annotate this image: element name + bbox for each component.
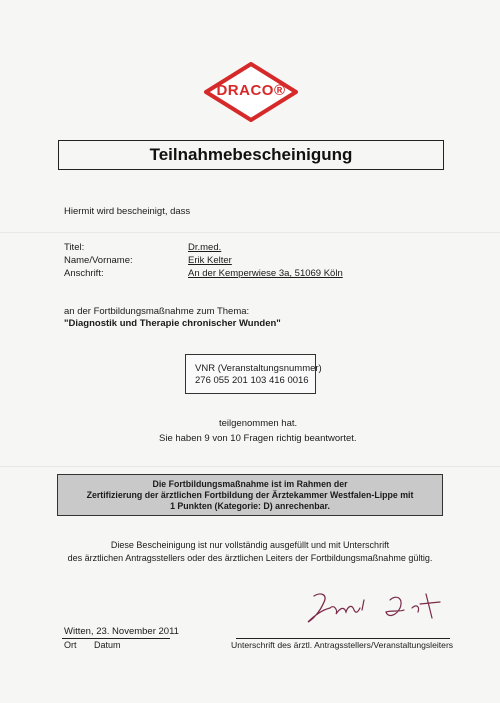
vnr-number: 276 055 201 103 416 0016 bbox=[195, 375, 309, 386]
titel-label: Titel: bbox=[64, 242, 85, 253]
title-text: Teilnahmebescheinigung bbox=[149, 145, 353, 164]
fold-line bbox=[0, 466, 500, 467]
signature-label: Unterschrift des ärztl. Antragsstellers/Veranstaltungsleiters bbox=[231, 640, 454, 650]
theme-title: "Diagnostik und Therapie chronischer Wunden" bbox=[64, 318, 281, 329]
validity-line-2: des ärztlichen Antragsstellers oder des ärztlichen Leiters der Fortbildungsmaßnahme gültig. bbox=[67, 553, 433, 563]
certification-line-1: Die Fortbildungsmaßnahme ist im Rahmen der bbox=[152, 478, 348, 489]
certification-box bbox=[57, 474, 443, 516]
anschrift-label: Anschrift: bbox=[64, 268, 104, 279]
place-date: Witten, 23. November 2011 bbox=[64, 626, 179, 637]
theme-intro: an der Fortbildungsmaßnahme zum Thema: bbox=[64, 306, 250, 317]
name-label: Name/Vorname: bbox=[64, 255, 133, 266]
titel-value: Dr.med. bbox=[188, 242, 222, 253]
ort-label: Ort bbox=[64, 640, 77, 650]
place-date-line bbox=[62, 638, 170, 639]
certification-line-3: 1 Punkten (Kategorie: D) anrechenbar. bbox=[170, 500, 330, 511]
vnr-label: VNR (Veranstaltungsnummer) bbox=[195, 363, 322, 374]
fold-line bbox=[0, 232, 500, 233]
vnr-box bbox=[185, 354, 322, 394]
document-title bbox=[58, 140, 444, 170]
draco-logo bbox=[204, 62, 298, 122]
signature-line bbox=[236, 638, 450, 639]
result-line-1: teilgenommen hat. bbox=[219, 418, 298, 429]
logo-text: DRACO® bbox=[216, 82, 286, 99]
handwritten-signature bbox=[300, 588, 450, 628]
intro-text: Hiermit wird bescheinigt, dass bbox=[64, 206, 191, 217]
anschrift-value: An der Kemperwiese 3a, 51069 Köln bbox=[188, 268, 343, 279]
certification-line-2: Zertifizierung der ärztlichen Fortbildung der Ärztekammer Westfalen-Lippe mit bbox=[86, 489, 414, 500]
datum-label: Datum bbox=[94, 640, 121, 650]
result-line-2: Sie haben 9 von 10 Fragen richtig beantwortet. bbox=[159, 433, 357, 444]
name-value: Erik Kelter bbox=[188, 255, 232, 266]
validity-line-1: Diese Bescheinigung ist nur vollständig ausgefüllt und mit Unterschrift bbox=[110, 540, 390, 550]
